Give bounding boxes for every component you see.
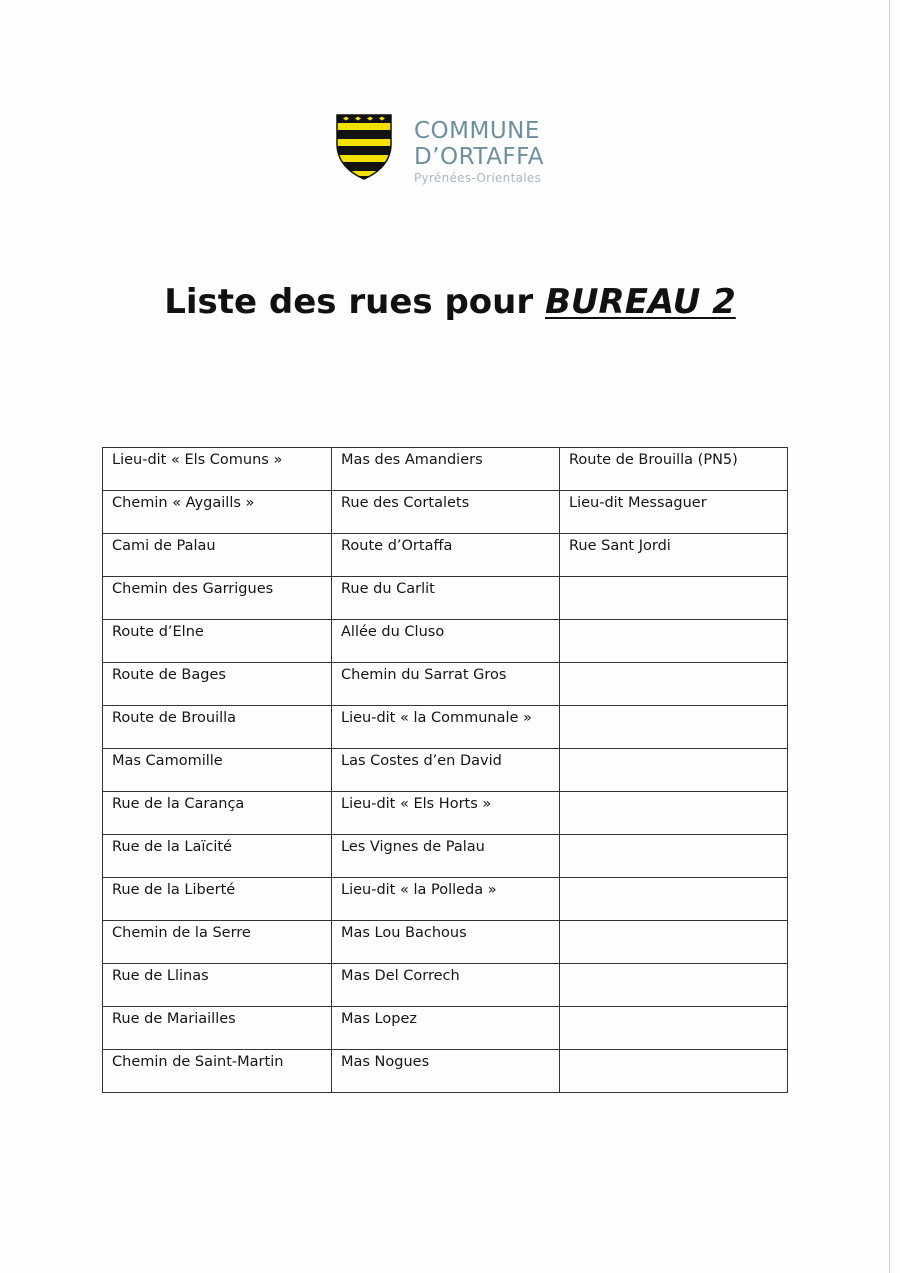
table-cell: Lieu-dit « Els Horts » <box>332 792 560 835</box>
table-row <box>103 663 788 706</box>
table-cell <box>560 921 788 964</box>
table-cell <box>560 663 788 706</box>
table-cell <box>560 749 788 792</box>
table-cell: Mas Nogues <box>332 1050 560 1093</box>
table-cell: Lieu-dit « la Polleda » <box>332 878 560 921</box>
table-cell: Les Vignes de Palau <box>332 835 560 878</box>
table-cell: Mas Lopez <box>332 1007 560 1050</box>
table-cell: Lieu-dit Messaguer <box>560 491 788 534</box>
table-cell: Rue Sant Jordi <box>560 534 788 577</box>
logo-region: Pyrénées-Orientales <box>414 171 542 185</box>
page-title <box>0 282 900 322</box>
table-cell: Chemin du Sarrat Gros <box>332 663 560 706</box>
table-cell: Las Costes d’en David <box>332 749 560 792</box>
table-cell: Chemin de Saint-Martin <box>103 1050 332 1093</box>
table-cell: Chemin des Garrigues <box>103 577 332 620</box>
table-cell <box>560 1007 788 1050</box>
table-cell: Rue de la Liberté <box>103 878 332 921</box>
table-cell <box>560 792 788 835</box>
table-cell: Mas Camomille <box>103 749 332 792</box>
table-row <box>103 749 788 792</box>
table-cell <box>560 706 788 749</box>
table-row <box>103 878 788 921</box>
commune-logo <box>336 114 544 185</box>
table-row <box>103 921 788 964</box>
title-prefix: Liste des rues pour <box>164 282 545 322</box>
logo-town-name: D’ORTAFFA <box>414 144 545 170</box>
table-row <box>103 620 788 663</box>
table-row <box>103 964 788 1007</box>
table-cell: Lieu-dit « Els Comuns » <box>103 448 332 491</box>
table-cell: Lieu-dit « la Communale » <box>332 706 560 749</box>
table-cell: Rue du Carlit <box>332 577 560 620</box>
table-row <box>103 1007 788 1050</box>
table-cell: Route de Brouilla (PN5) <box>560 448 788 491</box>
table-cell: Mas Del Correch <box>332 964 560 1007</box>
table-cell <box>560 878 788 921</box>
table-cell <box>560 835 788 878</box>
table-cell: Mas Lou Bachous <box>332 921 560 964</box>
table-row <box>103 792 788 835</box>
table-cell <box>560 1050 788 1093</box>
table-row <box>103 1050 788 1093</box>
table-row <box>103 835 788 878</box>
table-cell: Chemin de la Serre <box>103 921 332 964</box>
table-cell: Rue des Cortalets <box>332 491 560 534</box>
table-row <box>103 491 788 534</box>
table-cell: Route d’Elne <box>103 620 332 663</box>
scan-edge-line <box>889 0 890 1273</box>
table-cell: Chemin « Aygaills » <box>103 491 332 534</box>
table-cell: Route de Brouilla <box>103 706 332 749</box>
table-cell: Mas des Amandiers <box>332 448 560 491</box>
shield-icon <box>336 114 392 180</box>
logo-commune-label: COMMUNE <box>414 118 540 144</box>
table-cell: Route d’Ortaffa <box>332 534 560 577</box>
table-row <box>103 534 788 577</box>
logo-text <box>414 118 544 185</box>
table-cell: Rue de Mariailles <box>103 1007 332 1050</box>
table-row <box>103 577 788 620</box>
table-cell <box>560 577 788 620</box>
table-cell: Rue de Llinas <box>103 964 332 1007</box>
street-list-table <box>102 447 788 1093</box>
table-row <box>103 448 788 491</box>
table-cell: Route de Bages <box>103 663 332 706</box>
title-bureau: BUREAU 2 <box>544 282 736 322</box>
table-cell: Cami de Palau <box>103 534 332 577</box>
table-row <box>103 706 788 749</box>
table-cell: Rue de la Carança <box>103 792 332 835</box>
table-cell: Rue de la Laïcité <box>103 835 332 878</box>
table-cell <box>560 620 788 663</box>
table-cell: Allée du Cluso <box>332 620 560 663</box>
table-cell <box>560 964 788 1007</box>
